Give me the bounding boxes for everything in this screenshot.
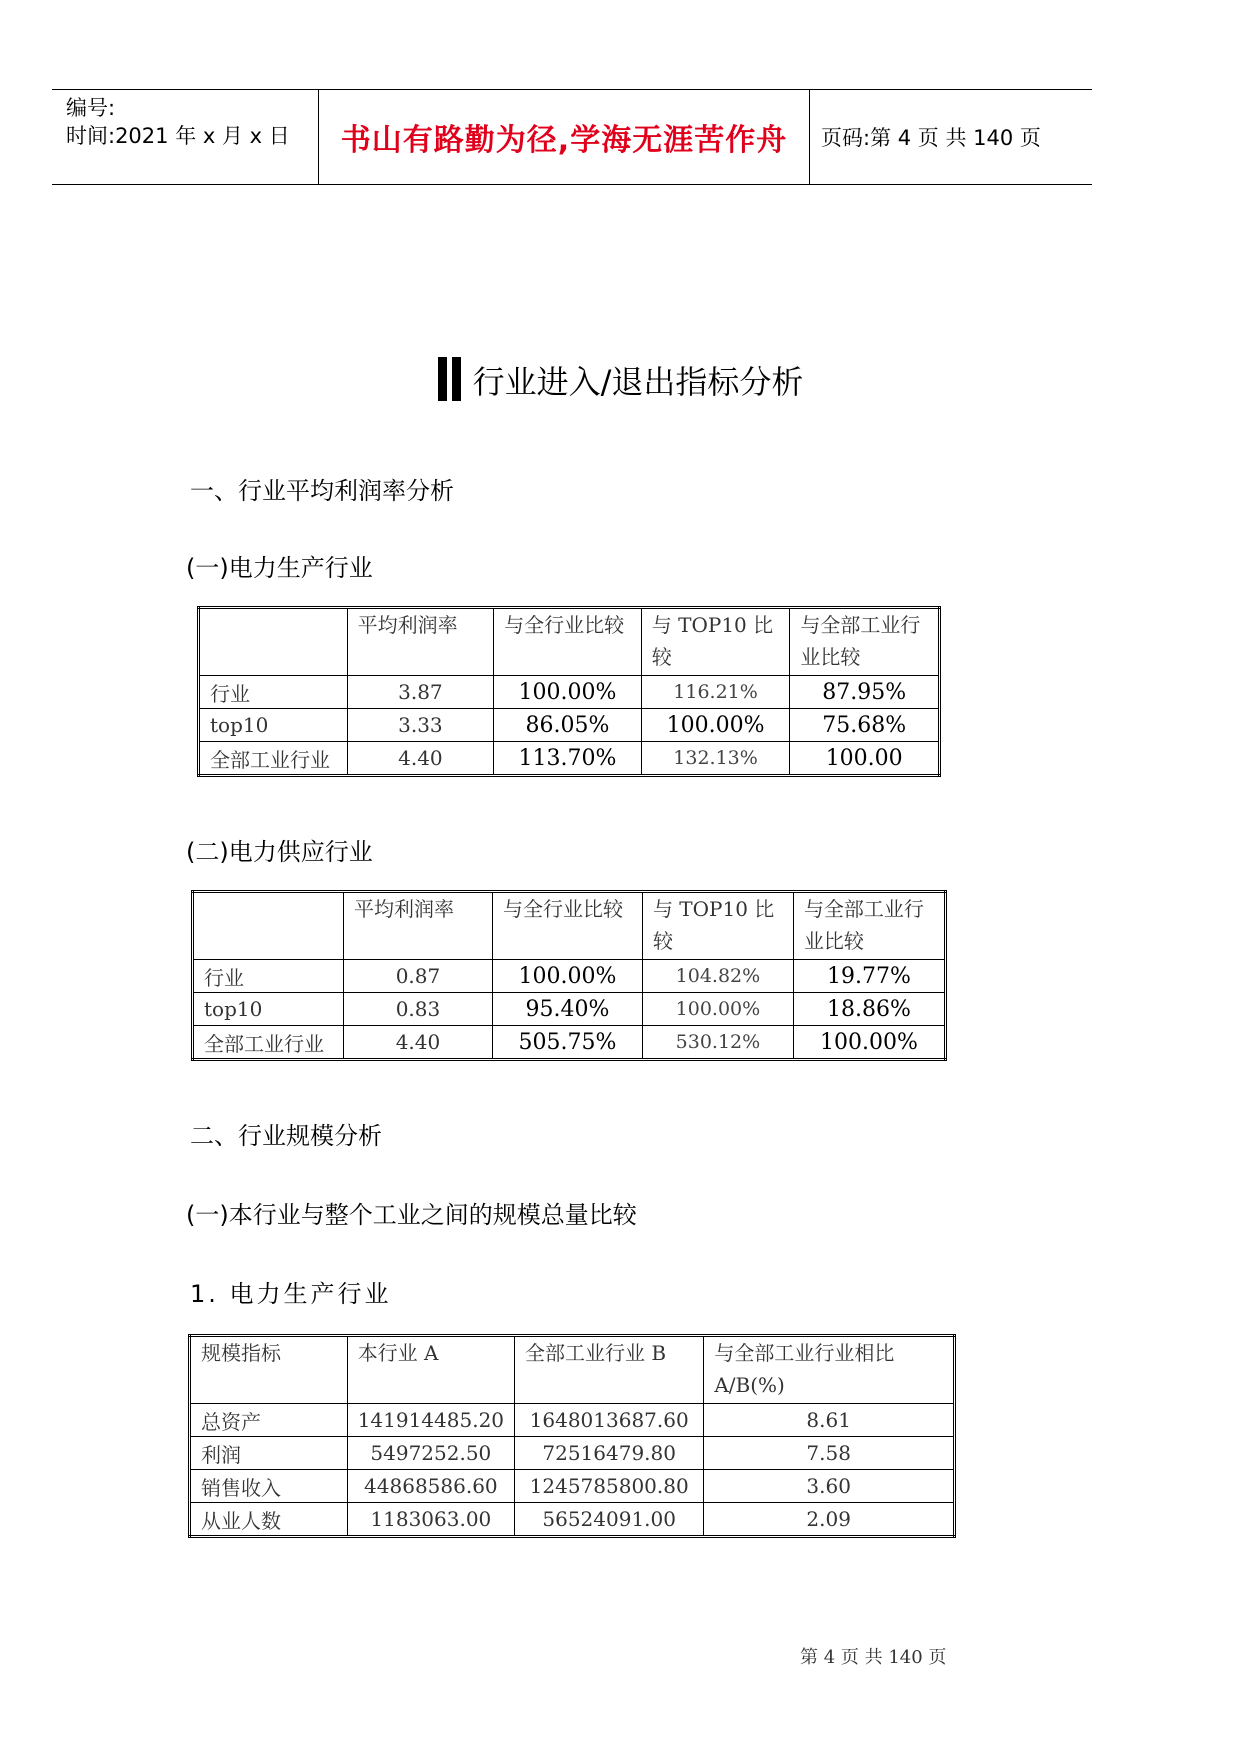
table-cell: 86.05%: [494, 709, 642, 742]
section2-sub1-heading: (一)本行业与整个工业之间的规模总量比较: [186, 1201, 637, 1229]
table-cell: 75.68%: [790, 709, 940, 742]
section1-heading: 一、行业平均利润率分析: [190, 477, 454, 505]
title-bar-icon: [438, 357, 447, 401]
table-cell: 5497252.50: [347, 1437, 514, 1470]
table-row: [193, 1026, 946, 1060]
table-cell: 100.00%: [642, 993, 793, 1026]
table-cell: 72516479.80: [515, 1437, 704, 1470]
table-cell: 100.00%: [793, 1026, 945, 1060]
table-header-row: [190, 1336, 955, 1404]
table-header-cell: [193, 892, 344, 960]
table-cell: 1648013687.60: [515, 1404, 704, 1437]
table-cell: 利润: [190, 1437, 348, 1470]
table-cell: 100.00%: [492, 960, 642, 993]
number-label: 编号:: [66, 96, 116, 120]
table-row: [190, 1503, 955, 1537]
title-bar-icon: [452, 357, 461, 401]
table-cell: 3.60: [704, 1470, 955, 1503]
table-cell: 销售收入: [190, 1470, 348, 1503]
table-cell: 141914485.20: [347, 1404, 514, 1437]
motto: 书山有路勤为径,学海无涯苦作舟: [318, 90, 810, 184]
table-header-cell: 与 TOP10 比较: [641, 608, 790, 676]
table-cell: 2.09: [704, 1503, 955, 1537]
section2-item1-heading: 1. 电力生产行业: [190, 1280, 392, 1308]
table-cell: 56524091.00: [515, 1503, 704, 1537]
table-header-cell: 与全行业比较: [492, 892, 642, 960]
table-cell: top10: [199, 709, 348, 742]
table-row: [190, 1404, 955, 1437]
table-cell: 100.00: [790, 742, 940, 776]
table-cell: top10: [193, 993, 344, 1026]
scale-table-production: [188, 1334, 956, 1538]
table-header-row: [193, 892, 946, 960]
table-header-cell: 全部工业行业 B: [515, 1336, 704, 1404]
table-cell: 0.87: [344, 960, 493, 993]
table-cell: 95.40%: [492, 993, 642, 1026]
section1-sub1-heading: (一)电力生产行业: [186, 554, 373, 582]
table-cell: 1183063.00: [347, 1503, 514, 1537]
table-row: [199, 742, 940, 776]
table-cell: 总资产: [190, 1404, 348, 1437]
table-header-cell: 与全部工业行业比较: [790, 608, 940, 676]
page-footer: 第 4 页 共 140 页: [800, 1647, 947, 1668]
table-row: [193, 960, 946, 993]
table-cell: 行业: [193, 960, 344, 993]
page-header: [52, 89, 1092, 185]
table-cell: 116.21%: [641, 676, 790, 709]
table-row: [193, 993, 946, 1026]
table-cell: 104.82%: [642, 960, 793, 993]
table-header-row: [199, 608, 940, 676]
table-cell: 132.13%: [641, 742, 790, 776]
table-cell: 8.61: [704, 1404, 955, 1437]
table-header-cell: 规模指标: [190, 1336, 348, 1404]
table-cell: 530.12%: [642, 1026, 793, 1060]
table-cell: 113.70%: [494, 742, 642, 776]
section1-sub2-heading: (二)电力供应行业: [186, 838, 373, 866]
table-cell: 505.75%: [492, 1026, 642, 1060]
table-cell: 100.00%: [494, 676, 642, 709]
table-header-cell: 平均利润率: [347, 608, 494, 676]
profit-table-supply: [191, 890, 947, 1061]
table-cell: 行业: [199, 676, 348, 709]
table-cell: 44868586.60: [347, 1470, 514, 1503]
table-row: [199, 709, 940, 742]
table-header-cell: 与 TOP10 比较: [642, 892, 793, 960]
table-cell: 100.00%: [641, 709, 790, 742]
table-row: [199, 676, 940, 709]
table-cell: 19.77%: [793, 960, 945, 993]
table-header-cell: 平均利润率: [344, 892, 493, 960]
profit-table-production: [197, 606, 941, 777]
table-cell: 4.40: [347, 742, 494, 776]
table-header-cell: [199, 608, 348, 676]
document-title: [0, 357, 1241, 403]
table-header-cell: 与全行业比较: [494, 608, 642, 676]
table-cell: 7.58: [704, 1437, 955, 1470]
table-cell: 0.83: [344, 993, 493, 1026]
table-header-cell: 与全部工业行业相比 A/B(%): [704, 1336, 955, 1404]
title-text: 行业进入/退出指标分析: [472, 363, 804, 401]
table-row: [190, 1437, 955, 1470]
table-header-cell: 与全部工业行业比较: [793, 892, 945, 960]
time-label: 时间:2021 年 x 月 x 日: [66, 124, 290, 148]
table-row: [190, 1470, 955, 1503]
table-cell: 全部工业行业: [199, 742, 348, 776]
table-header-cell: 本行业 A: [347, 1336, 514, 1404]
table-cell: 从业人数: [190, 1503, 348, 1537]
table-cell: 3.33: [347, 709, 494, 742]
table-cell: 全部工业行业: [193, 1026, 344, 1060]
section2-heading: 二、行业规模分析: [190, 1122, 382, 1150]
table-cell: 87.95%: [790, 676, 940, 709]
table-cell: 18.86%: [793, 993, 945, 1026]
table-cell: 4.40: [344, 1026, 493, 1060]
table-cell: 1245785800.80: [515, 1470, 704, 1503]
header-meta: [52, 90, 318, 184]
table-cell: 3.87: [347, 676, 494, 709]
page-info: 页码:第 4 页 共 140 页: [821, 126, 1041, 150]
